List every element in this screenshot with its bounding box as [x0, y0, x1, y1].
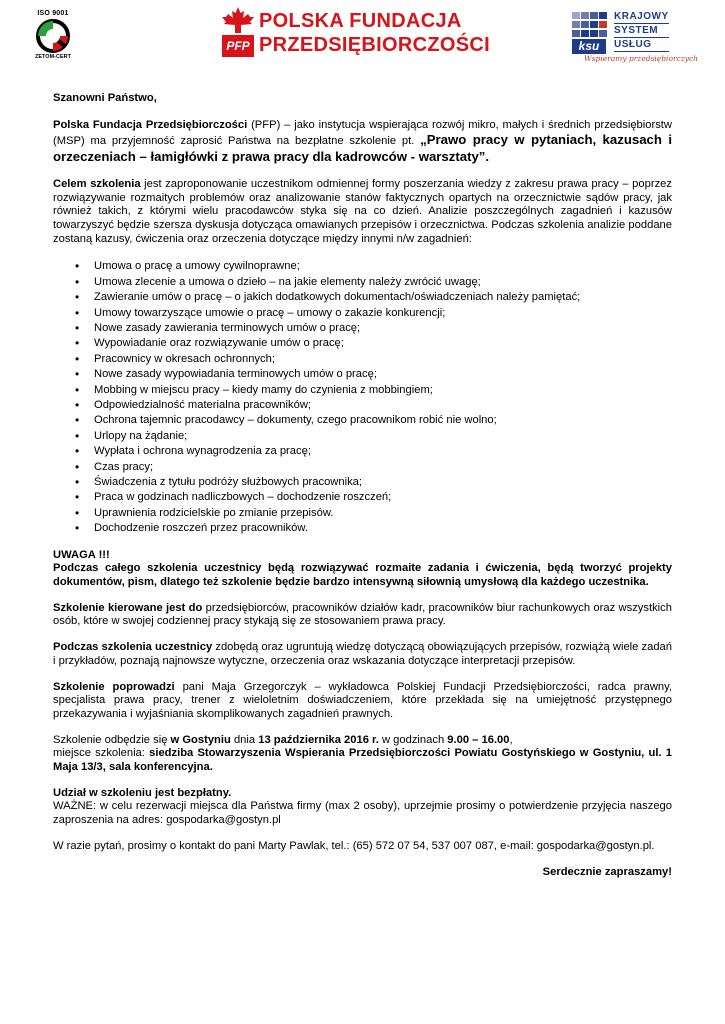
ksu-word: KRAJOWY: [614, 11, 669, 22]
ksu-word: USŁUG: [614, 39, 669, 52]
list-item: • Czas pracy;: [94, 460, 672, 475]
ksu-words: [614, 11, 669, 53]
ksu-tagline: Wspieramy przedsiębiorczych: [584, 54, 698, 63]
certifier-label: ZETOM-CERT: [35, 54, 71, 60]
org-name: Polska Fundacja Przedsiębiorczości: [53, 118, 248, 131]
closing: Serdecznie zapraszamy!: [542, 865, 672, 878]
list-item: • Uprawnienia rodzicielskie po zmianie przepisów.: [94, 506, 672, 521]
salutation: Szanowni Państwo,: [53, 92, 157, 104]
trainer-paragraph: Szkolenie poprowadzi pani Maja Grzegorczyk – wykładowca Polskiej Fundacji Przedsiębiorczości, radca prawny, specjalista prawa pracy, trener z wieloletnim doświadczeniem, które przekłada się na umiejętność przystępnego przekazywania i wyjaśniania skomplikowanych zagadnień prawnych.: [53, 680, 672, 720]
maple-leaf-icon: [222, 7, 254, 33]
contact-paragraph: W razie pytań, prosimy o kontakt do pani Marty Pawlak, tel.: (65) 572 07 54, 537 007 087, e-mail: gospodarka@gostyn.pl.: [53, 839, 655, 852]
list-item: • Umowy towarzyszące umowie o pracę – umowy o zakazie konkurencji;: [94, 306, 672, 321]
list-item: • Mobbing w miejscu pracy – kiedy mamy do czynienia z mobbingiem;: [94, 383, 672, 398]
event-place: siedziba Stowarzyszenia Wspierania Przedsiębiorczości Powiatu Gostyńskiego w Gostyniu, ul. 1 Maja 13/3, sala konferencyjna.: [53, 747, 672, 774]
list-item: • Ochrona tajemnic pracodawcy – dokumenty, czego pracownikom robić nie wolno;: [94, 413, 672, 428]
list-item: • Dochodzenie roszczeń przez pracowników.: [94, 521, 672, 536]
pfp-name-line2: PRZEDSIĘBIORCZOŚCI: [259, 34, 490, 56]
iso-9001-logo: [28, 10, 78, 60]
goal-paragraph: Celem szkolenia jest zaproponowanie uczestnikom odmiennej formy poszerzania wiedzy z zakresu prawa pracy – poprzez rozwiązywanie rozmaitych problemów oraz analizowanie stanów faktycznych opartych na orzecznictwie sądów pracy, jak również takich, z którymi wielu pracodawców styka się na co dzień. Analizie poszczególnych zagadnień i kazusów towarzyszyć będzie szersza dyskusja dotycząca omawianych przepisów i orzecznictwa. Podczas szkolenia analizie poddane zostaną kazusy, ćwiczenia oraz orzeczenia dotyczące między innymi n/w zagadnień:: [53, 177, 672, 245]
list-item: • Praca w godzinach nadliczbowych – dochodzenie roszczeń;: [94, 490, 672, 505]
event-date: 13 października 2016 r.: [258, 733, 379, 746]
list-item: • Zawieranie umów o pracę – o jakich dodatkowych dokumentach/oświadczeniach należy pamiętać;: [94, 290, 672, 305]
list-item: • Umowa o pracę a umowy cywilnoprawne;: [94, 259, 672, 274]
contact-email-link[interactable]: gospodarka@gostyn.pl: [536, 839, 652, 852]
warning-title: UWAGA !!!: [53, 548, 110, 561]
pfp-name-line1: POLSKA FUNDACJA: [259, 10, 462, 32]
warning-text: Podczas całego szkolenia uczestnicy będą rozwiązywać rozmaite zadania i ćwiczenia, będą tworzyć projekty dokumentów, pism, dlatego też szkolenie będzie bardzo intensywną siłownią umysłową dla każdego uczestnika.: [53, 562, 672, 589]
pfp-logo: [222, 7, 490, 61]
place-paragraph: miejsce szkolenia: siedziba Stowarzyszenia Wspierania Przedsiębiorczości Powiatu Gostyńskiego w Gostyniu, ul. 1 Maja 13/3, sala konferencyjna.: [53, 747, 672, 774]
list-item: • Pracownicy w okresach ochronnych;: [94, 352, 672, 367]
list-item: • Wypłata i ochrona wynagrodzenia za pracę;: [94, 444, 672, 459]
pfp-abbreviation: PFP: [222, 35, 254, 57]
registration-email-link[interactable]: gospodarka@gostyn.pl: [166, 814, 281, 827]
list-item: • Umowa zlecenie a umowa o dzieło – na jakie elementy należy zwrócić uwagę;: [94, 275, 672, 290]
list-item: • Odpowiedzialność materialna pracowników;: [94, 398, 672, 413]
audience-paragraph: Szkolenie kierowane jest do przedsiębiorców, pracowników działów kadr, pracowników biur rachunkowych oraz wszystkich osób, które w swojej codziennej pracy stykają się ze stosowaniem prawa pracy.: [53, 601, 672, 628]
intro-paragraph: Polska Fundacja Przedsiębiorczości (PFP) – jako instytucja wspierająca rozwój mikro, małych i średnich przedsiębiorstw (MSP) ma przyjemność zaprosić Państwa na bezpłatne szkolenie pt. „Prawo pracy w pytaniach, kazusach i orzeczeniach – łamigłówki z prawa pracy dla kadrowców - warsztaty”.: [53, 118, 672, 165]
list-item: • Nowe zasady wypowiadania terminowych umów o pracę;: [94, 367, 672, 382]
iso-label: ISO 9001: [37, 10, 69, 17]
list-item: • Wypowiadanie oraz rozwiązywanie umów o pracę;: [94, 336, 672, 351]
list-item: • Urlopy na żądanie;: [94, 429, 672, 444]
registration-paragraph: WAŻNE: w celu rezerwacji miejsca dla Państwa firmy (max 2 osoby), uprzejmie prosimy o potwierdzenie przyjęcia naszego zaproszenia na adres: gospodarka@gostyn.pl: [53, 800, 672, 827]
ksu-word: SYSTEM: [614, 25, 669, 38]
certification-icon: [36, 19, 70, 53]
free-title: Udział w szkoleniu jest bezpłatny.: [53, 786, 232, 799]
list-item: • Nowe zasady zawierania terminowych umów o pracę;: [94, 321, 672, 336]
list-item: • Świadczenia z tytułu podróży służbowych pracownika;: [94, 475, 672, 490]
ksu-abbreviation: ksu: [572, 39, 606, 54]
event-hours: 9.00 – 16.00: [447, 733, 510, 746]
topics-list: [53, 259, 672, 536]
ksu-logo: [570, 10, 700, 70]
letter-body: [53, 92, 672, 879]
outcomes-paragraph: Podczas szkolenia uczestnicy zdobędą oraz ugruntują wiedzę dotyczącą obowiązujących przepisów, rozwiążą wiele zadań i przykładów, poznają najnowsze wytyczne, orzeczenia oraz wskazania dotyczące interpretacji przepisów.: [53, 641, 672, 667]
grid-squares-icon: [570, 12, 610, 38]
training-title: „Prawo pracy w pytaniach, kazusach i orzeczeniach – łamigłówki z prawa pracy dla kadrowców - warsztaty”.: [53, 132, 672, 165]
date-paragraph: Szkolenie odbędzie się w Gostyniu dnia 13 października 2016 r. w godzinach 9.00 – 16.00,: [53, 733, 513, 746]
city: w Gostyniu: [170, 733, 231, 746]
